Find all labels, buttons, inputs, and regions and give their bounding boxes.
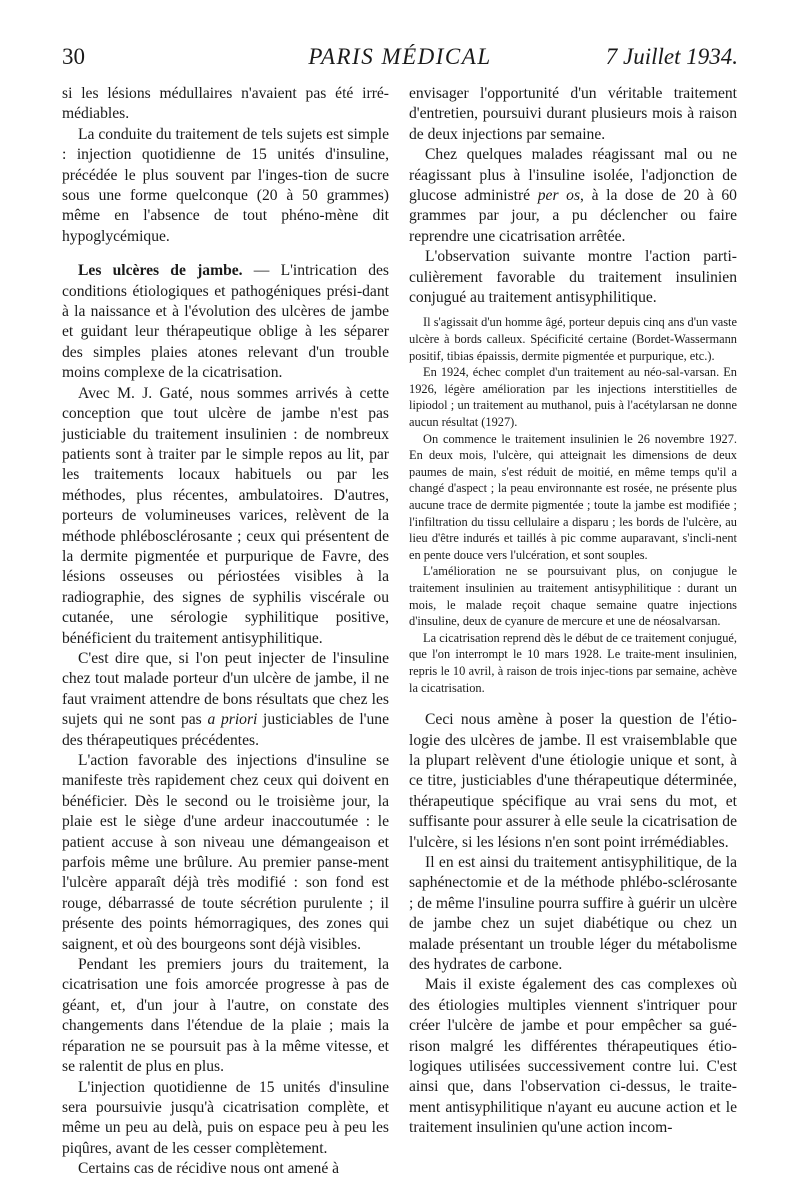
paragraph: L'injection quotidienne de 15 unités d'insuline sera poursuivie jusqu'à cicatrisation complète, et même un peu au delà, puis on espace peu à peu les piqûres, avant de les cesser complètement. <box>62 1078 389 1157</box>
paragraph: Pendant les premiers jours du traitement, la cicatrisation une fois amorcée progresse à pas de géant, et, d'un jour à l'autre, on constate des changements dans l'étendue de la plaie ; mais la réparation ne se poursuit pas à la même vitesse, et se ralentit de plus en plus. <box>62 956 389 1076</box>
paragraph: Certains cas de récidive nous ont amené à <box>78 1160 340 1178</box>
page-header <box>62 42 738 78</box>
paragraph: La conduite du traitement de tels sujets est simple : injection quotidienne de 15 unités d'insuline, précédée le plus souvent par l'inges-tion de sucre sous une forme quelconque (20 à 50 grammes) même en l'absence de tout phéno-mène dit hypoglycémique. <box>62 125 389 245</box>
right-column <box>409 84 737 1139</box>
paragraph: C'est dire que, si l'on peut injecter de l'insuline chez tout malade porteur d'un ulcère de jambe, il ne faut vraiment attendre de bons résultats que chez les sujets qui ne sont pas a priori justiciables de l'une des thérapeutiques précédentes. <box>62 649 389 749</box>
observation-paragraph: L'amélioration ne se poursuivant plus, on conjugue le traitement insulinien au traitement antisyphilitique : durant un mois, le malade reçoit chaque semaine quatre injections d'insuline, deux de cyanure de mercure et une de néosalvarsan. <box>409 564 737 629</box>
paragraph: L'action favorable des injections d'insuline se manifeste très rapidement chez ceux qui doivent en bénéficier. Dès le second ou le troisième jour, la plaie est le siège d'une ardeur inaccoutumée : le patient accuse à son niveau une démangeaison et parfois même une brûlure. Au premier panse-ment l'ulcère apparaît déjà très modifié : son fond est rouge, débarrassé de toute sécrétion purulente ; il présente des points hémorragiques, des zones qui saignent, et où des bourgeons sont déjà visibles. <box>62 752 389 953</box>
section-paragraph: Les ulcères de jambe. — L'intrication des conditions étiologiques et pathogéniques prési-dant à la naissance et à l'évolution des ulcères de jambe et guidant leur thérapeutique oblige à les séparer des simples plaies atones relevant d'un trouble moins complexe de la cicatrisation. <box>62 262 389 382</box>
page-number: 30 <box>62 44 85 69</box>
paragraph: Chez quelques malades réagissant mal ou ne réagissant plus à l'insuline isolée, l'adjonction de glucose administré per os, à la dose de 20 à 60 grammes par jour, a pu déclencher ou faire reprendre une cicatrisation arrêtée. <box>409 146 737 245</box>
paragraph: si les lésions médullaires n'avaient pas été irré-médiables. <box>62 85 389 123</box>
paragraph: envisager l'opportunité d'un véritable traitement d'entretien, poursuivi durant plusieurs mois à raison de deux injections par semaine. <box>409 85 737 143</box>
observation-paragraph: On commence le traitement insulinien le 26 novembre 1927. En deux mois, l'ulcère, qui atteignait les dimensions de deux paumes de main, s'est réduit de moitié, en même temps qu'il a changé d'aspect ; la peau environnante est rosée, ne présente plus aucune trace de dermite pigmentée ; toute la jambe est modifiée ; l'infiltration du tissu cellulaire a disparu ; les bords de l'ulcère, au lieu d'être indurés et taillés à pic comme auparavant, s'incli-nent en pente douce vers l'ulcération, et sont souples. <box>409 431 737 562</box>
paragraph: Ceci nous amène à poser la question de l'étio-logie des ulcères de jambe. Il est vraisemblable que la plupart relèvent d'une étiologie unique et sont, à ce titre, justiciables d'une thérapeutique déterminée, thérapeutique spécifique au vrai sens du mot, et suffisante pour assurer à elle seule la cicatrisation de l'ulcère, si les lésions n'en sont point irrémédiables. <box>409 711 737 851</box>
observation-paragraph: En 1924, échec complet d'un traitement au néo-sal-varsan. En 1926, légère amélioration par les injections interstitielles de lipiodol ; un traitement au muthanol, puis à l'acétylarsan ne donne aucun résultat (1927). <box>409 365 737 430</box>
journal-title: PARIS MÉDICAL <box>308 44 492 69</box>
issue-date: 7 Juillet 1934. <box>605 44 738 69</box>
paragraph: L'observation suivante montre l'action parti-culièrement favorable du traitement insulinien conjugué au traitement antisyphilitique. <box>409 248 737 307</box>
left-column <box>62 84 389 1180</box>
observation-paragraph: Il s'agissait d'un homme âgé, porteur depuis cinq ans d'un vaste ulcère à bords calleux. Spécificité certaine (Bordet-Wassermann positif, tibias épaissis, dermite pigmentée et purpurique, etc.). <box>409 315 737 363</box>
paragraph: Il en est ainsi du traitement antisyphilitique, de la saphénectomie et de la méthode phlébo-sclérosante ; de même l'insuline pourra suffire à guérir un ulcère de jambe chez un sujet diabétique ou chez un malade présentant un trouble léger du métabolisme des hydrates de carbone. <box>409 853 737 973</box>
paragraph: Mais il existe également des cas complexes où des étiologies multiples viennent s'intriquer pour créer l'ulcère de jambe et pour empêcher sa gué-rison malgré les différentes thérapeutiques étio-logiques utilisées successivement contre lui. C'est ainsi que, dans l'observation ci-dessus, le traite-ment antisyphilitique n'ayant eu aucune action et le traitement insulinien qu'une action incom- <box>409 976 737 1137</box>
section-heading: Les ulcères de jambe. <box>78 262 243 280</box>
paragraph: Avec M. J. Gaté, nous sommes arrivés à cette conception que tout ulcère de jambe n'est pas justiciable du traitement insulinien : de nombreux patients sont à traiter par le simple repos au lit, par les traitements locaux habituels ou par les méthodes, plus récentes, ambulatoires. D'autres, porteurs de volumineuses varices, relèvent de la méthode phlébosclérosante ; ceux qui présentent de la dermite pigmentée et purpurique de Favre, des lésions osseuses ou périostées visibles à la radiographie, des signes de syphilis viscérale ou cutanée, une sérologie syphilitique positive, bénéficient du traitement antisyphilitique. <box>62 384 389 647</box>
observation-paragraph: La cicatrisation reprend dès le début de ce traitement conjugué, que l'on interrompt le 10 mars 1928. Le traite-ment insulinien, repris le 10 avril, à raison de trois injec-tions par semaine, achève la cicatrisation. <box>409 630 737 695</box>
